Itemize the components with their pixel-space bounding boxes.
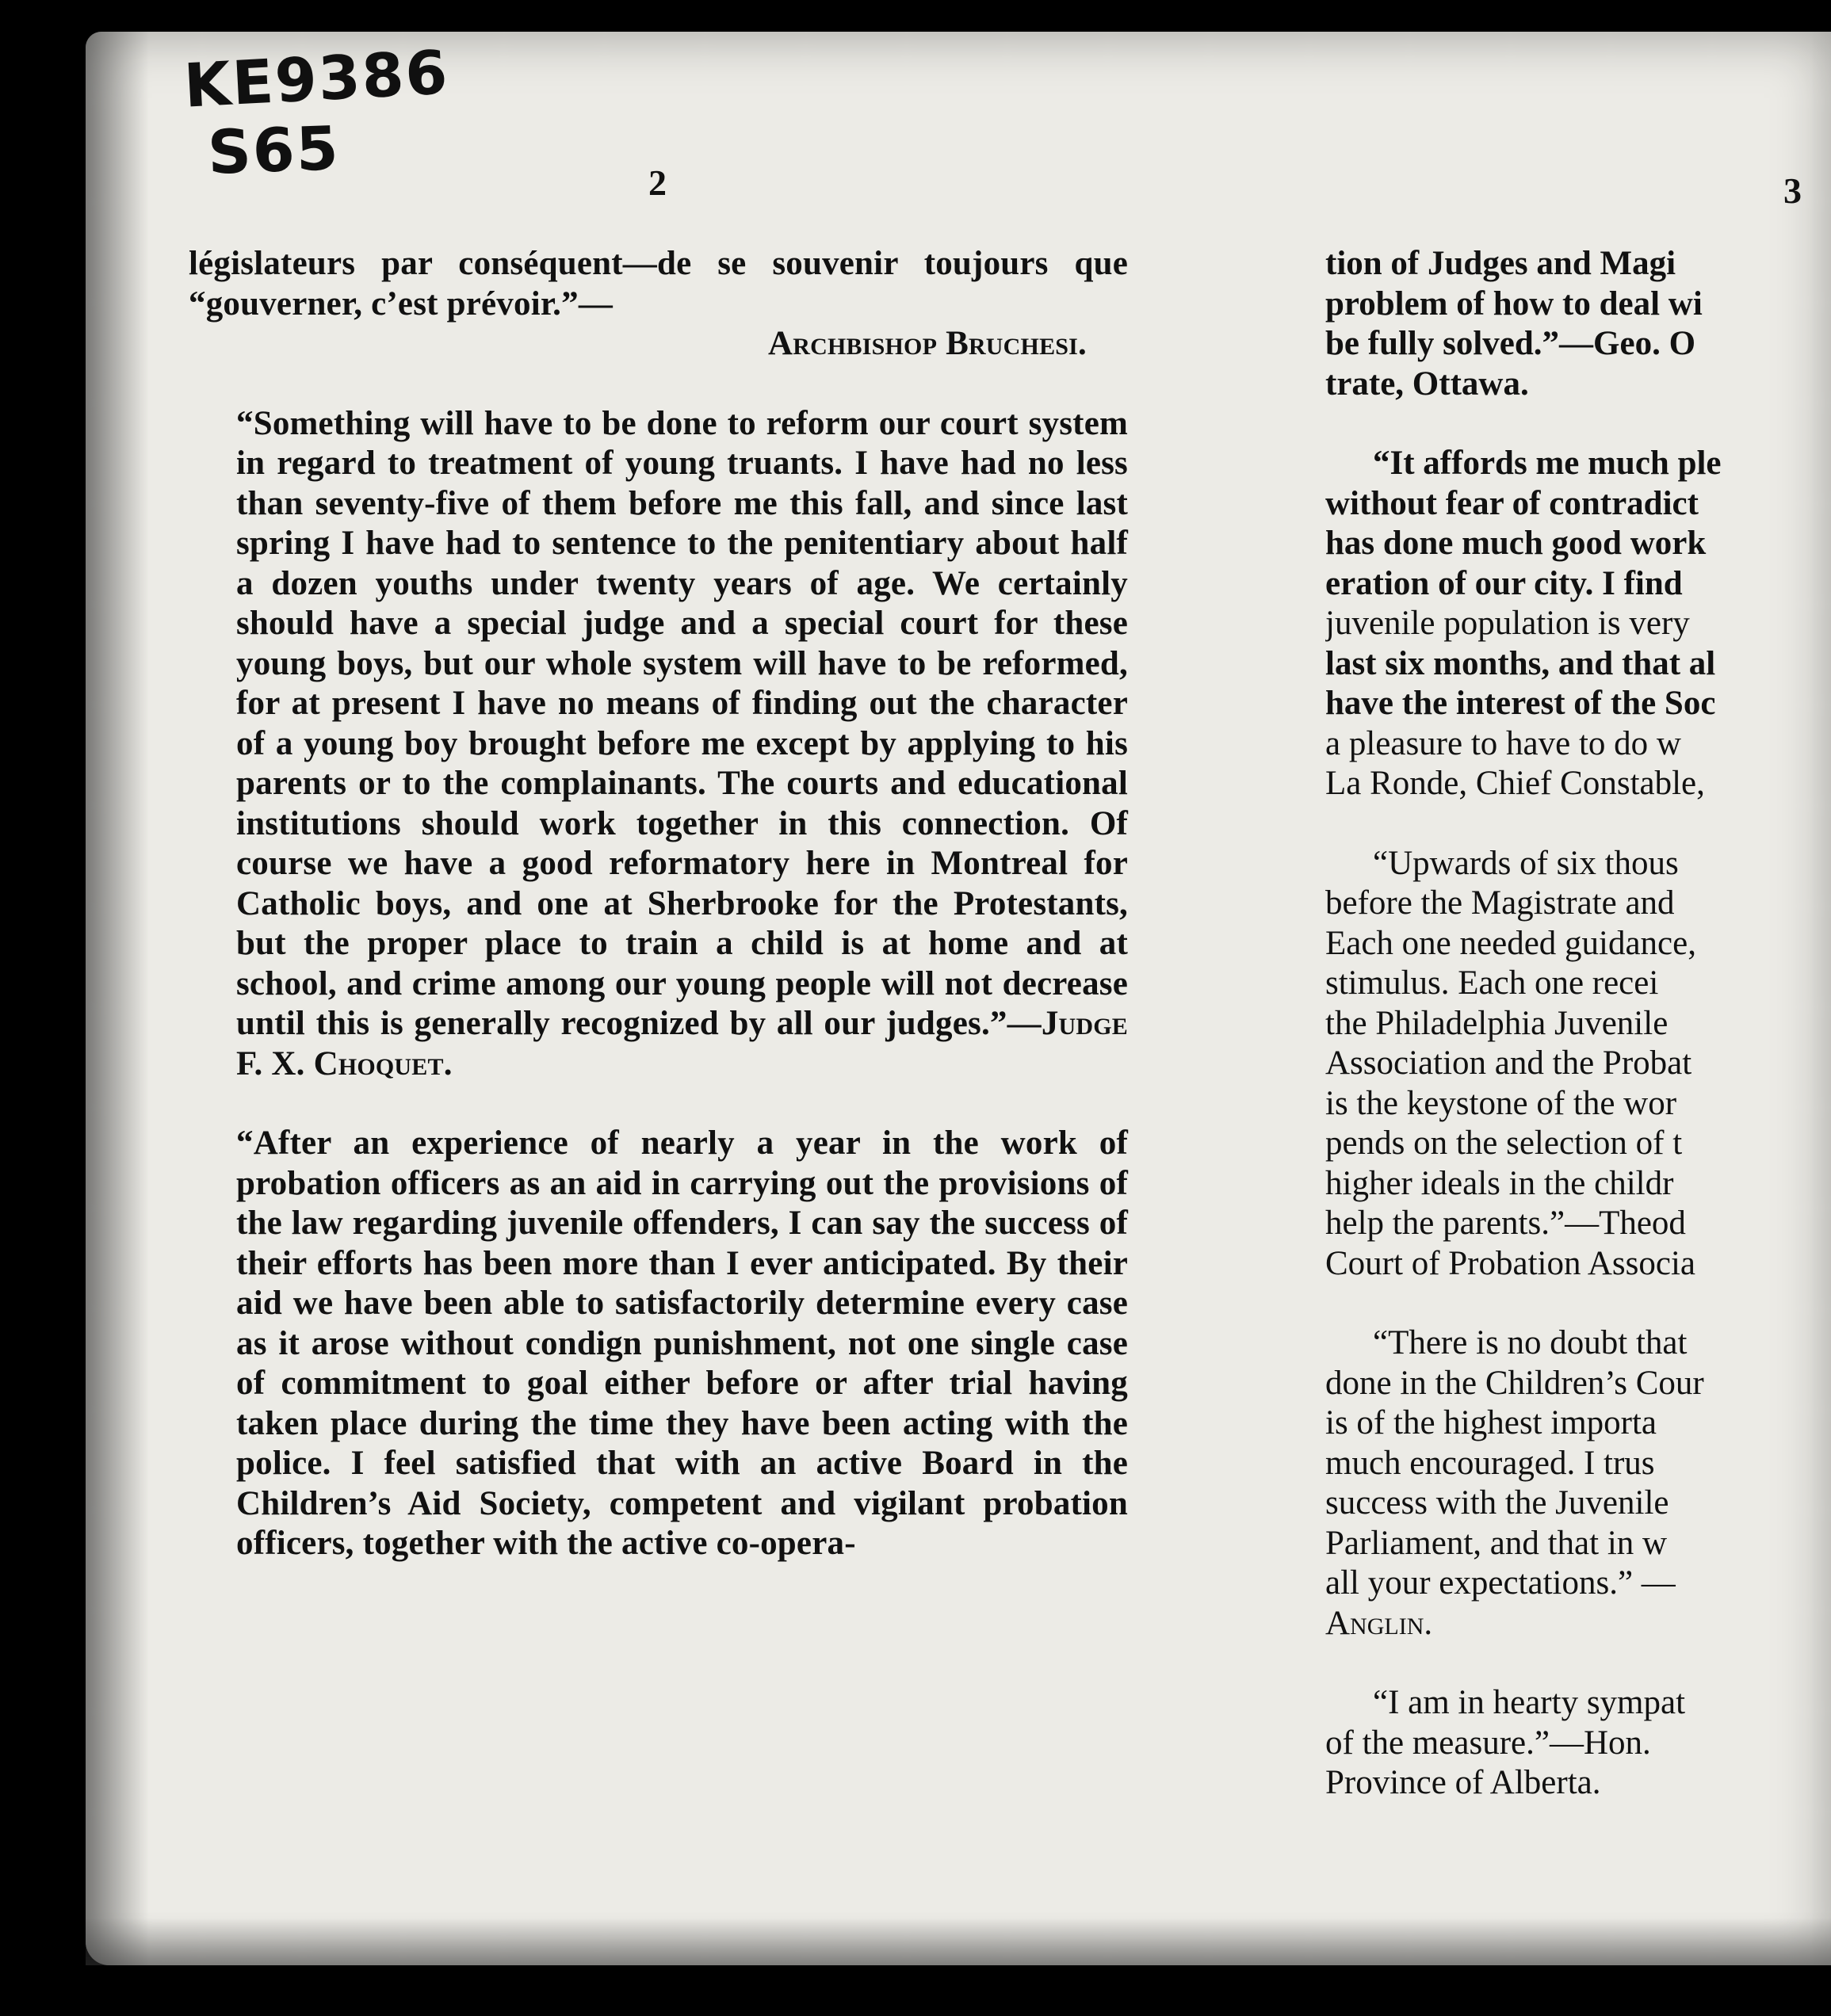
text-line: juvenile population is very [1325,605,1690,642]
text-line: tion of Judges and Magi [1325,245,1676,282]
quote-paragraph [1325,244,1831,404]
text-line: trate, Ottawa. [1325,365,1529,403]
quote-text: “After an experience of nearly a year in the work of probation officers as an aid in carrying out the provisions of the law regarding juvenile offenders, I can say the success of their efforts has been more than I ever anticipated. By their aid we have been able to satisfactorily determine every case as it arose without condign punishment, not one single case of commitment to goal either before or after trial having taken place during the time they have been acting with the police. I feel satisfied that with an active Board in the Children’s Aid Society, competent and vigilant probation officers, together with the active co-opera- [236,1124,1128,1562]
text-line: “There is no doubt that [1373,1324,1688,1361]
left-page-text [189,244,1128,1604]
quote-paragraph [189,1124,1128,1564]
quote-attribution: Judge F. X. Choquet. [236,1005,1128,1082]
quote-attribution: Archbishop Bruchesi. [768,325,1087,362]
text-line: all your expectations.” — [1325,1564,1676,1602]
text-line: “I am in hearty sympat [1373,1684,1686,1721]
text-line: Court of Probation Associa [1325,1244,1695,1282]
text-line: Each one needed guidance, [1325,924,1696,962]
text-line: last six months, and that al [1325,644,1716,682]
text-line: before the Magistrate and [1325,884,1675,922]
text-line: stimulus. Each one recei [1325,964,1659,1002]
text-line: Province of Alberta. [1325,1764,1601,1801]
page-number-left: 2 [648,162,667,203]
text-line: much encouraged. I trus [1325,1444,1655,1482]
text-line: higher ideals in the childr [1325,1164,1674,1202]
text-line: of the measure.”—Hon. [1325,1724,1651,1762]
quote-text: législateurs par conséquent—de se souvenir toujours que “gouverner, c’est prévoir.”— [189,245,1128,323]
text-line: success with the Juvenile [1325,1484,1669,1522]
quote-paragraph [1325,844,1831,1285]
text-line: Association and the Probat [1325,1044,1692,1082]
text-line: problem of how to deal wi [1325,284,1703,323]
quote-paragraph [189,244,1128,365]
right-page-text [1325,244,1831,1843]
quote-paragraph [1325,1683,1831,1804]
text-line: “Upwards of six thous [1373,844,1679,882]
text-line: is the keystone of the wor [1325,1084,1677,1122]
text-line: eration of our city. I find [1325,564,1683,602]
text-line: the Philadelphia Juvenile [1325,1004,1669,1042]
text-line: without fear of contradict [1325,484,1699,522]
text-line: Parliament, and that in w [1325,1524,1668,1562]
text-line: done in the Children’s Cour [1325,1364,1704,1402]
quote-text: “Something will have to be done to reform our court system in regard to treatment of young truants. I have had no less than seventy-five of them before me this fall, and since last spring I have had to sentence to the penitentiary about half a dozen youths under twenty years of age. We certainly should have a special judge and a special court for these young boys, but our whole system will have to be reformed, for at present I have no means of finding out the character of a young boy brought before me except by applying to his parents or to the complainants. The courts and educational institutions should work together in this connection. Of course we have a good reformatory here in Montreal for Catholic boys, and one at Sherbrooke for the Protestants, but the proper place to train a child is at home and at school, and crime among our young people will not decrease until this is generally recognized by all our judges.”— [236,404,1128,1042]
handwritten-call-number-line-1: KE9386 [182,36,451,121]
text-line: has done much good work [1325,525,1707,562]
text-line: La Ronde, Chief Constable, [1325,765,1705,802]
text-line: pends on the selection of t [1325,1124,1683,1162]
page-number-right: 3 [1783,170,1802,211]
text-line: “It affords me much ple [1373,445,1722,482]
quote-paragraph [1325,1323,1831,1644]
text-line: Anglin. [1325,1604,1433,1642]
handwritten-call-number-line-2: S65 [206,113,341,188]
text-line: help the parents.”—Theod [1325,1205,1686,1242]
text-line: is of the highest importa [1325,1404,1657,1441]
text-line: have the interest of the Soc [1325,685,1716,722]
quote-paragraph [189,404,1128,1085]
quote-paragraph [1325,444,1831,804]
text-line: a pleasure to have to do w [1325,724,1681,762]
text-line: be fully solved.”—Geo. O [1325,325,1696,362]
